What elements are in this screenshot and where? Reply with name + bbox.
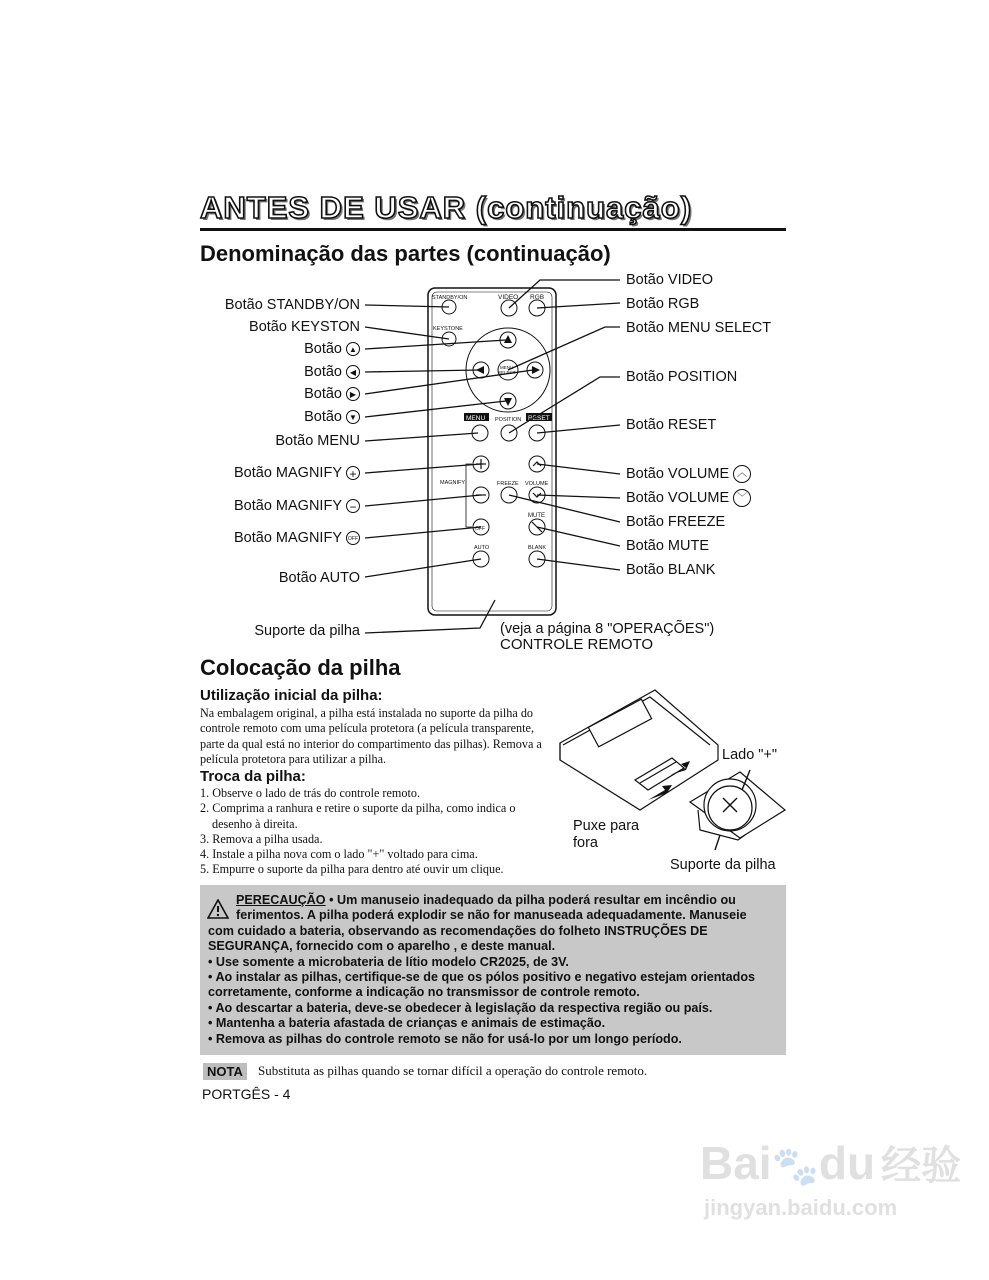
rgb-label: RGB: [530, 294, 545, 301]
initial-use-text: Na embalagem original, a pilha está instalada no suporte da pilha do controle remoto com uma película protetora (a película transparente, parte da qual está no interior do compartimento das pilhas). Remova a película protetora para utilizar a pilha.: [200, 706, 542, 766]
label-standby: Botão STANDBY/ON: [224, 297, 360, 313]
label-rgb: Botão RGB: [626, 296, 700, 312]
fig-holder: Suporte da pilha: [670, 857, 776, 873]
label-freeze: Botão FREEZE: [626, 514, 726, 530]
label-battery-holder: Suporte da pilha: [254, 623, 360, 639]
label-volume-down: Botão VOLUME ﹀: [626, 489, 751, 507]
label-mute: Botão MUTE: [626, 538, 709, 554]
auto-label: AUTO: [474, 545, 490, 551]
initial-use-title: Utilização inicial da pilha:: [200, 687, 383, 704]
blank-label: BLANK: [528, 545, 547, 551]
label-left: Botão ◀: [190, 363, 360, 381]
label-position: Botão POSITION: [626, 369, 738, 385]
minus-icon: −: [346, 499, 360, 513]
label-magnify-plus: Botão MAGNIFY +: [190, 464, 360, 482]
label-right: Botão ▶: [190, 385, 360, 403]
label-blank: Botão BLANK: [626, 562, 716, 578]
note-text: Substituta as pilhas quando se tornar difícil a operação do controle remoto.: [258, 1063, 648, 1078]
label-menu: Botão MENU: [275, 433, 360, 449]
page-title: ANTES DE USAR (continuação): [200, 190, 693, 225]
left-arrow-icon: ◀: [346, 365, 360, 379]
right-arrow-icon: ▶: [346, 387, 360, 401]
label-video: Botão VIDEO: [626, 272, 714, 288]
keystone-label: KEYSTONE: [433, 326, 463, 332]
magnify-label: MAGNIFY: [440, 480, 466, 486]
down-arrow-icon: ▼: [346, 410, 360, 424]
volume-label: VOLUME: [525, 481, 549, 487]
fig-plus-side: Lado "+": [722, 747, 778, 763]
volume-down-icon: ﹀: [733, 489, 751, 507]
step-2-cont: desenho à direita.: [212, 816, 298, 831]
caution-text: PERECAUÇÃO • Um manuseio inadequado da pilha poderá resultar em incêndio ou ferimentos. A pilha poderá explodir se não for manuseada adequadamente. Manuseie com cuidado a bateria, observando as recomendações do folheto INSTRUÇÕES DE SEGURANÇA, fornecido com o aparelho , e deste manual. • Use somente a microbateria de lítio modelo CR2025, de 3V. • Ao instalar as pilhas, certifique-se de que os pólos positivo e negativo estejam orientados corretamente, conforme a indicação no transmissor de controle remoto. • Ao descartar a bateria, deve-se obedecer à legislação da respectiva região ou país. • Mantenha a bateria afastada de crianças e animais de estimação. • Remova as pilhas do controle remoto se não for usá-lo por um longo período.: [208, 893, 756, 1046]
baidu-watermark: Bai🐾du 经验 jingyan.baidu.com: [700, 1137, 962, 1220]
label-magnify-off: Botão MAGNIFY OFF: [234, 530, 358, 546]
fig-pull-1: Puxe para: [573, 818, 640, 834]
label-magnify-minus: Botão MAGNIFY −: [190, 497, 360, 515]
replace-steps: [200, 786, 560, 878]
freeze-label: FREEZE: [497, 481, 519, 487]
caution-title: PERECAUÇÃO: [236, 893, 326, 907]
label-down: Botão ▼: [190, 408, 360, 426]
page-number: PORTGÊS - 4: [202, 1086, 291, 1102]
off-label: OFF: [475, 526, 485, 532]
off-icon: OFF: [346, 531, 360, 545]
step-1: 1. Observe o lado de trás do controle remoto.: [200, 786, 420, 800]
volume-up-icon: ︿: [733, 465, 751, 483]
reference-note: (veja a página 8 "OPERAÇÕES"): [500, 621, 715, 637]
step-5: 5. Empurre o suporte da pilha para dentro até ouvir um clique.: [200, 862, 504, 877]
step-3: 3. Remova a pilha usada.: [200, 831, 323, 846]
menu-select-label-1: MENU: [500, 365, 514, 370]
menu-label: MENU: [466, 415, 486, 422]
plus-icon: +: [346, 466, 360, 480]
label-up: Botão ▲: [190, 340, 360, 358]
reference-title: CONTROLE REMOTO: [500, 636, 654, 653]
up-arrow-icon: ▲: [346, 342, 360, 356]
step-4: 4. Instale a pilha nova com o lado "+" voltado para cima.: [200, 847, 478, 862]
label-reset: Botão RESET: [626, 417, 717, 433]
fig-pull-2: fora: [573, 835, 598, 851]
label-menu-select: Botão MENU SELECT: [626, 320, 772, 336]
replace-title: Troca da pilha:: [200, 768, 306, 785]
mute-label: MUTE: [528, 513, 545, 519]
label-auto: Botão AUTO: [278, 570, 360, 586]
position-label: POSITION: [495, 417, 522, 423]
step-2: 2. Comprima a ranhura e retire o suporte da pilha, como indica o: [200, 801, 516, 816]
note-badge: NOTA: [203, 1063, 247, 1080]
section-title-parts: Denominação das partes (continuação): [200, 241, 611, 266]
paw-icon: 🐾: [771, 1146, 819, 1188]
reset-label: RESET: [528, 415, 550, 422]
section-title-battery: Colocação da pilha: [200, 655, 401, 680]
label-volume-up: Botão VOLUME ︿: [626, 465, 751, 483]
label-keystone: Botão KEYSTON: [249, 319, 360, 335]
video-label: VIDEO: [498, 294, 519, 301]
standby-label: STANDBY/ON: [432, 295, 468, 301]
menu-select-label-2: SELECT: [498, 370, 516, 375]
